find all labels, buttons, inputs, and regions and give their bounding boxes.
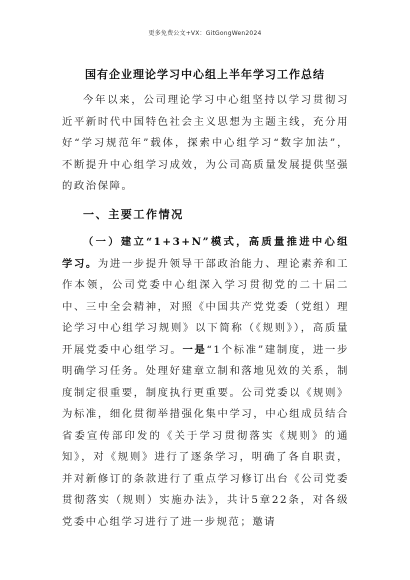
section-heading: 一、主要工作情况: [83, 208, 184, 221]
header-note: 更多免费公文+VX：GitGongWen2024: [148, 30, 262, 37]
subsection-lead: （一）建立“1+3+N”模式，高质量推进中心组学习。: [62, 236, 349, 270]
intro-paragraph: 今年以来，公司理论学习中心组坚持以学习贯彻习近平新时代中国特色社会主义思想为主题主线，充分用好“学习规范年”载体，探索中心组学习“数字加法”，不断提升中心组学习成效，为公司高质量发展提供坚强的政治保障。: [62, 94, 349, 192]
paragraph-text-c: “1个标准”建制度，进一步明确学习任务。处理好建章立制和落地见效的关系，制度制定很重要，制度执行更重要。公司党委以《规则》为标准，细化贯彻举措强化集中学习，中心组成员结合省委宣传部印发的《关于学习贯彻落实《规则》的通知》，对《规则》进行了逐条学习，明确了各自职责，并对新修订的条款进行了重点学习修订出台《公司党委贯彻落实（规则）实施办法》，共计5章22条，对各级党委中心组学习进行了进一步规范；邀请: [62, 343, 349, 528]
main-paragraph: [62, 232, 349, 533]
document-title: 国有企业理论学习中心组上半年学习工作总结: [85, 68, 325, 81]
paragraph-bold-marker: 一是: [182, 343, 207, 356]
paragraph-text-a: 为进一步提升领导干部政治能力、理论素养和工作本领，公司党委中心组深入学习贯彻党的二十届二中、三中全会精神，对照《中国共产党党委（党组）理论学习中心组学习规则》以下简称（《规则》），高质量开展党委中心组学习。: [62, 257, 349, 356]
